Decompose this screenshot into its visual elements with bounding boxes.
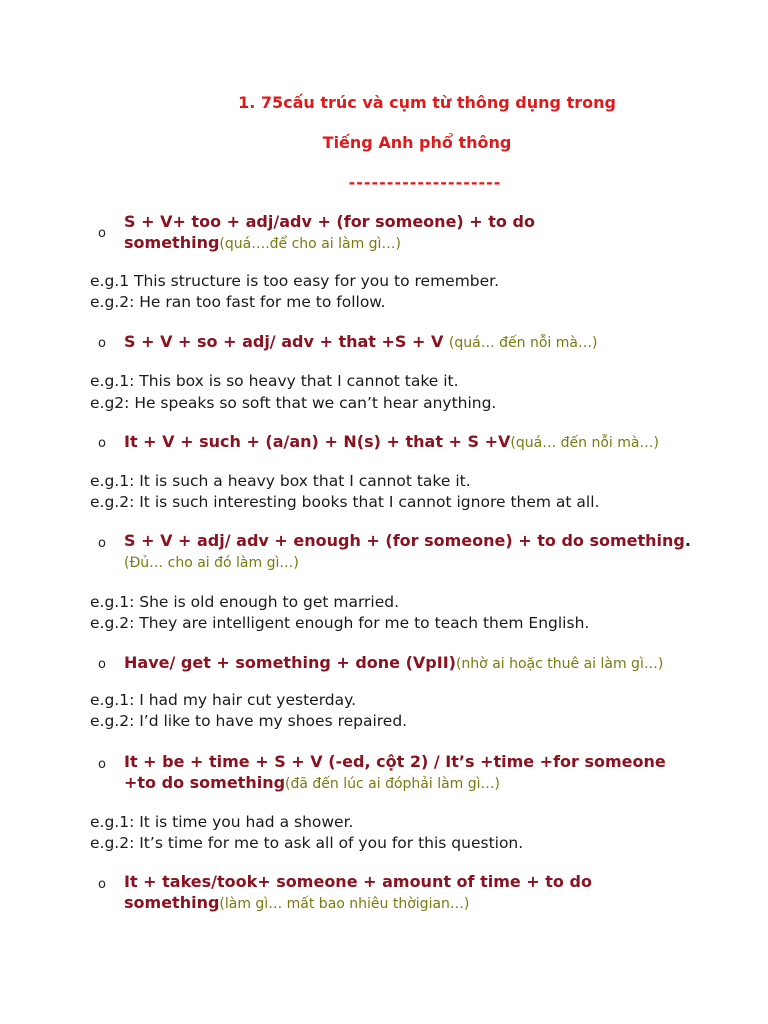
structure-rule-5 — [124, 652, 764, 675]
example-line: e.g.1: I had my hair cut yesterday. — [90, 691, 357, 709]
meaning-text: (nhờ ai hoặc thuê ai làm gì…) — [455, 656, 664, 672]
example-line: e.g.1: It is such a heavy box that I cannot take it. — [90, 472, 471, 490]
example-line: e.g.2: I’d like to have my shoes repaired. — [90, 712, 408, 730]
example-line: e.g2: He speaks so soft that we can’t hear anything. — [90, 394, 497, 412]
meaning-text: (quá… đến nỗi mà…) — [510, 435, 659, 451]
example-line: e.g.2: He ran too fast for me to follow. — [90, 293, 386, 311]
formula-text: It + be + time + S + V (-ed, cột 2) / It’s +time +for someone — [124, 752, 666, 771]
doc-title-line1: 1. 75cấu trúc và cụm từ thông dụng trong — [238, 93, 616, 112]
bullet-icon: o — [98, 436, 106, 451]
bullet-icon: o — [98, 757, 106, 772]
formula-period: . — [684, 531, 691, 550]
example-line: e.g.2: It’s time for me to ask all of you for this question. — [90, 834, 524, 852]
structure-rule-3 — [124, 431, 764, 454]
formula-text: +to do something — [124, 773, 286, 792]
formula-text: something — [124, 893, 220, 912]
structure-rule-4 — [124, 530, 764, 574]
structure-rule-2 — [124, 331, 764, 354]
example-line: e.g.2: It is such interesting books that I cannot ignore them at all. — [90, 493, 600, 511]
formula-text: S + V + adj/ adv + enough + (for someone) + to do something — [124, 531, 685, 550]
formula-text: something — [124, 233, 220, 252]
formula-text: It + takes/took+ someone + amount of time + to do — [124, 872, 592, 891]
formula-text: It + V + such + (a/an) + N(s) + that + S +V — [124, 432, 511, 451]
bullet-icon: o — [98, 657, 106, 672]
bullet-icon: o — [98, 536, 106, 551]
meaning-text: (đã đến lúc ai đóphải làm gì…) — [285, 776, 501, 792]
structure-rule-7 — [124, 871, 764, 915]
example-line: e.g.1: It is time you had a shower. — [90, 813, 354, 831]
example-line: e.g.1: She is old enough to get married. — [90, 593, 400, 611]
doc-title-line2: Tiếng Anh phổ thông — [322, 133, 512, 152]
title-divider: -------------------- — [348, 173, 502, 192]
example-line: e.g.1: This box is so heavy that I cannot take it. — [90, 372, 459, 390]
example-line: e.g.1 This structure is too easy for you to remember. — [90, 272, 500, 290]
formula-text: S + V+ too + adj/adv + (for someone) + to do — [124, 212, 535, 231]
formula-text: Have/ get + something + done (VpII) — [124, 653, 456, 672]
formula-text: S + V + so + adj/ adv + that +S + V — [124, 332, 449, 351]
bullet-icon: o — [98, 226, 106, 241]
meaning-text: (quá… đến nỗi mà…) — [448, 335, 598, 351]
meaning-text: (Đủ… cho ai đó làm gì…) — [124, 555, 299, 571]
meaning-text: (quá….để cho ai làm gì…) — [219, 236, 401, 252]
structure-rule-6 — [124, 751, 764, 795]
structure-rule-1 — [124, 211, 764, 255]
bullet-icon: o — [98, 877, 106, 892]
bullet-icon: o — [98, 336, 106, 351]
example-line: e.g.2: They are intelligent enough for me to teach them English. — [90, 614, 590, 632]
meaning-text: (làm gì… mất bao nhiêu thờigian…) — [219, 896, 470, 912]
